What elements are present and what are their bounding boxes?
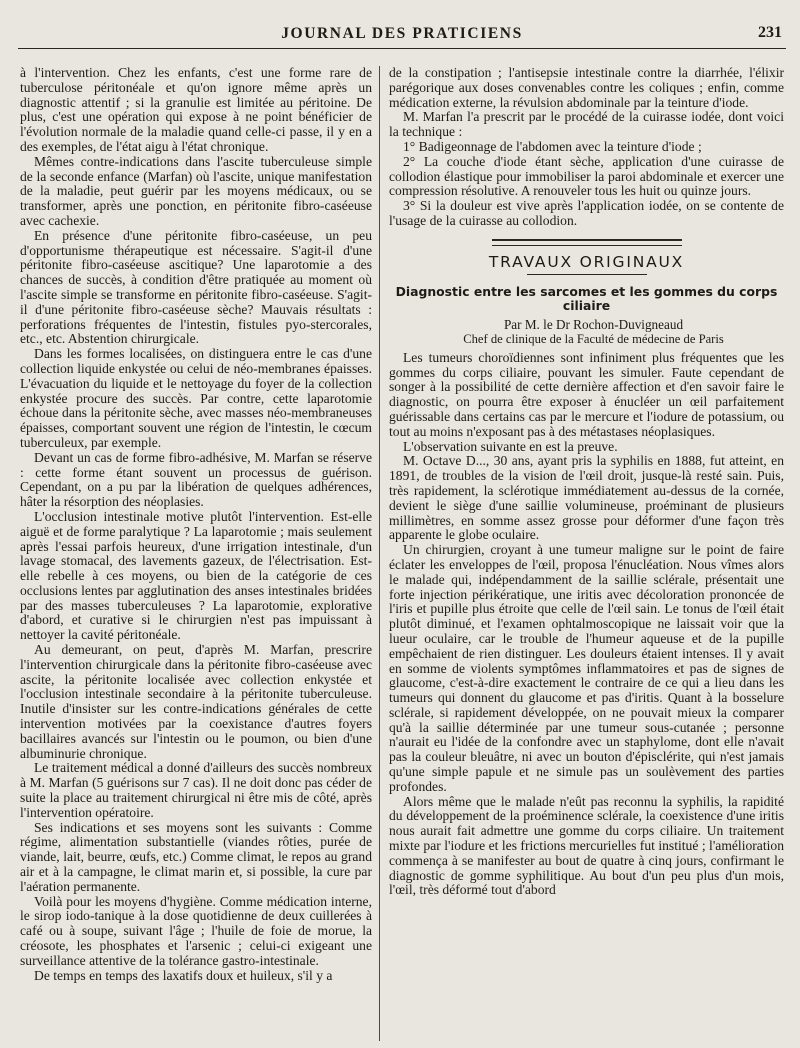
article-title: Diagnostic entre les sarcomes et les gommes du corps ciliaire [395,283,778,313]
column-divider [379,66,380,1041]
paragraph: M. Marfan l'a prescrit par le procédé de la cuirasse iodée, dont voici la technique : [389,109,784,140]
section-title: TRAVAUX ORIGINAUX [488,252,685,271]
paragraph: Le traitement médical a donné d'ailleurs des succès nombreux à M. Marfan (5 guérisons sur 7 cas). Il ne doit donc pas céder de suite la place au traitement chirurgical ni être mis de côté, après l'intervention opératoire. [20,760,372,820]
technique-step: 1° Badigeonnage de l'abdomen avec la teinture d'iode ; [403,138,702,154]
right-column [389,66,784,1048]
paragraph: Ses indications et ses moyens sont les suivants : Comme régime, alimentation substantielle (viandes rôties, purée de viande, lait, beurre, œufs, etc.) Comme climat, le repos au grand air et à la campagne, le climat marin et, si possible, la cure par l'aération permanente. [20,819,372,894]
paragraph: Dans les formes localisées, on distinguera entre le cas d'une collection liquide enkystée ou celui de néo-membranes épaisses. L'évacuation du liquide et le nettoyage du foyer de la collection enkystée procure des succès. Par contre, cette laparotomie échoue dans la péritonite sèche, avec masses néo-membraneuses épaisses, comportant souvent une région de l'intestin, le cœcum tuberculeux, par exemple. [20,346,372,450]
paragraph: Un chirurgien, croyant à une tumeur maligne sur le point de faire éclater les enveloppes de l'œil, proposa l'énucléation. Nous vîmes alors le malade qui, indépendamment de la saillie sclérale, présentait une forte injection périkératique, une iritis avec décoloration prononcée de l'iris et pupille plus étroite que celle de l'œil sain. Le tonus de l'œil était plutôt diminué, et l'examen ophtalmoscopique ne laissait voir que la lueur oculaire, car le trouble de l'humeur aqueuse et de la pupille empêchaient de rien distinguer. Les douleurs étaient intenses. Il y avait en somme de violents symptômes inflammatoires et pas de signes de glaucome, c'est-à-dire exactement le contraire de ce qui a lieu dans les tumeurs qui donnent du glaucome et pas d'iritis. Quant à la bosselure sclérale, si rapidement développée, on ne pouvait mieux la comparer qu'à la saillie déterminée par une tumeur sous-cutanée ; personne n'aurait eu l'idée de la confondre avec un staphylome, dont elle n'avait pas la couleur bleuâtre, ni avec un bouton d'épisclérite, qui n'est jamais qu'une simple papule et ne simule pas un soulèvement des parties profondes. [389,542,784,794]
paragraph: De temps en temps des laxatifs doux et huileux, s'il y a [34,967,333,983]
section-underline [527,274,647,275]
paragraph: Voilà pour les moyens d'hygiène. Comme médication interne, le sirop iodo-tanique à la dose quotidienne de deux cuillerées à café ou à soupe, suivant l'âge ; l'huile de foie de morue, la créosote, les phosphates et l'arsenic ; celui-ci exigeant une surveillance attentive de la tolérance gastro-intestinale. [20,893,372,968]
article-byline: Par M. le Dr Rochon-Duvigneaud [503,316,684,332]
journal-title: JOURNAL DES PRATICIENS [281,25,523,42]
paragraph: Alors même que le malade n'eût pas reconnu la syphilis, la rapidité du développement de la proéminence sclérale, la coexistence d'une iritis nous aurait fait admettre une gomme du corps ciliaire. Un traitement mixte par l'iodure et les frictions mercurielles fut institué ; l'amélioration commença à se manifester au bout de quatre à cinq jours, confirmant le diagnostic de gomme syphilitique. Au bout d'un peu plus d'un mois, l'œil, très déformé tout d'abord [389,793,784,898]
paragraph: M. Octave D..., 30 ans, ayant pris la syphilis en 1888, fut atteint, en 1891, de troubles de la vision de l'œil droit, jusque-là resté sain. Puis, très rapidement, la sclérotique immédiatement au-dessus de la cornée, devient le siège d'une saillie volumineuse, proéminant de plusieurs millimètres, en somme assez grosse pour déformer d'une façon très apparente le globe oculaire. [389,453,784,543]
paragraph: L'occlusion intestinale motive plutôt l'intervention. Est-elle aiguë et de forme paralytique ? La laparotomie ; mais seulement après l'essai parfois heureux, d'une irrigation intestinale, d'un lavage stomacal, des lavements gazeux, de l'électrisation. Est-elle rebelle à ces moyens, ou bien de la catégorie de ces occlusions lentes par agglutination des anses intestinales bridées par des masses tuberculeuses ? La laparotomie, explorative d'abord, et curative si le chirurgien n'est pas impuissant à nettoyer la cavité péritonéale. [20,508,372,643]
technique-step: 2° La couche d'iode étant sèche, application d'une cuirasse de collodion élastique pour immobiliser la paroi abdominale et exercer une compression résolutive. A renouveler tous les huit ou quinze jours. [389,153,784,199]
section-rule [492,239,682,246]
paragraph: à l'intervention. Chez les enfants, c'est une forme rare de tuberculose péritonéale et qu'on ignore même après un diagnostic attentif ; si la granulie est limitée au péritoine. De plus, c'est une opération qui expose à ne point bénéficier de l'évolution normale de la maladie quand celle-ci passe, il y en a des exemples, de l'état aigu à l'état chronique. [20,66,372,154]
paragraph: Les tumeurs choroïdiennes sont infiniment plus fréquentes que les gommes du corps ciliaire, pouvant les simuler. Faute cependant de songer à la possibilité de cette dernière affection et d'en savoir faire le diagnostic, on pourra être exposer à énucléer un œil parfaitement guérissable dans certains cas par le mercure et l'iodure de potassium, ou tout au moins n'exposant pas à des métastases néoplasiques. [389,349,784,439]
paragraph: Mêmes contre-indications dans l'ascite tuberculeuse simple de la seconde enfance (Marfan) où l'ascite, unique manifestation de la maladie, peut guérir par les moyens médicaux, ou se transformer, après une ponction, en péritonite fibro-caséeuse avec cachexie. [20,153,372,228]
paragraph: L'observation suivante en est la preuve. [403,438,618,454]
paragraph: de la constipation ; l'antisepsie intestinale contre la diarrhée, l'élixir parégorique aux doses convenables contre les coliques ; enfin, comme médication externe, la révulsion abdominale par la teinture d'iode. [389,66,784,110]
page-header [18,18,786,49]
paragraph: Devant un cas de forme fibro-adhésive, M. Marfan se réserve : cette forme étant souvent un processus de guérison. Cependant, on a pu par la libération de quelques adhérences, hâter la résorption des néoplasies. [20,449,372,510]
paragraph: Au demeurant, on peut, d'après M. Marfan, prescrire l'intervention chirurgicale dans la péritonite fibro-caséeuse avec ascite, la péritonite localisée avec collection enkystée et l'occlusion intestinale secondaire à la péritonite tuberculeuse. Inutile d'insister sur les contre-indications générales de cette intervention motivées par la coexistance d'autres foyers bacillaires avancés sur l'intestin ou le poumon, ou bien d'une albuminurie chronique. [20,642,372,761]
paragraph: En présence d'une péritonite fibro-caséeuse, un peu d'opportunisme thérapeutique est nécessaire. S'agit-il d'une péritonite fibro-caséeuse ascitique? Une laparotomie a des chances de succès, à condition d'être pratiquée au moment où l'ascite simple se transforme en péritonite fibro-caséeuse. S'agit-il d'une péritonite fibro-caséeuse sèche? Mauvais résultats : perforations fréquentes de l'intestin, fistules pyo-stercorales, etc., etc. Abstention chirurgicale. [20,227,372,347]
author-affiliation: Chef de clinique de la Faculté de médecine de Paris [463,331,724,346]
page-number: 231 [758,24,782,41]
left-column [20,66,372,1048]
technique-step: 3° Si la douleur est vive après l'application iodée, on se contente de l'usage de la cuirasse au collodion. [389,198,784,228]
